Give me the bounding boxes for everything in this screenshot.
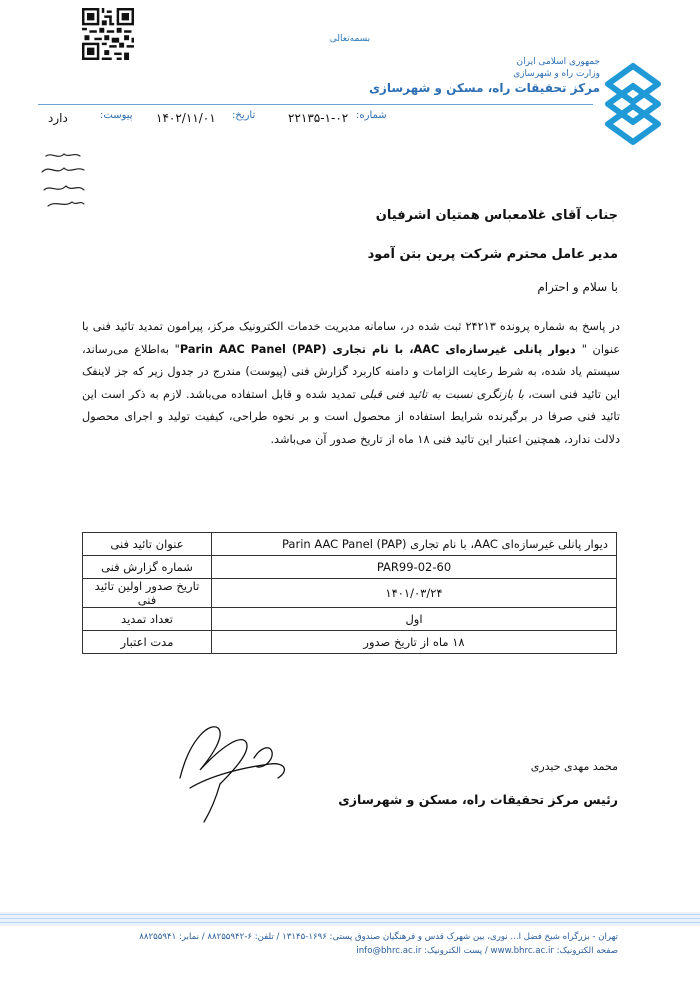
footer-address: تهران - بزرگراه شیخ فضل ا... نوری، بین شهرک قدس و فرهنگیان صندوق پستی: ۱۶۹۶-۱۳۱۴۵ / تلفن: ۶-۸۸۲۵۵۹۴۲ / نمابر: ۸۸۲۵۵۹۴۱ — [139, 932, 618, 942]
besmellah-text: بسمه‌تعالی — [329, 34, 371, 44]
table-row — [83, 579, 617, 608]
table-row — [83, 631, 617, 654]
organization-header — [340, 56, 600, 96]
table-cell-key: مدت اعتبار — [83, 631, 212, 654]
footer-decoration — [0, 912, 700, 926]
table-cell-key: تاریخ صدور اولین تائید فنی — [83, 579, 212, 608]
org-ministry: وزارت راه و شهرسازی — [513, 69, 600, 79]
recipient-title: مدیر عامل محترم شرکت پرین بتن آمود — [367, 247, 618, 262]
table-cell-value: اول — [212, 608, 617, 631]
body-part-2: " به‌اطلاع می‌رساند، سیستم یاد شده، به شرط رعایت الزامات و دامنه کاربرد گزارش فنی (پیوست) مندرج در جدول زیر که جز لاینفک این تائید فنی است، — [82, 342, 620, 401]
table-cell-value: ۱۴۰۱/۰۳/۲۴ — [212, 579, 617, 608]
footer-web: صفحه الکترونیک: www.bhrc.ac.ir / پست الکترونیک: info@bhrc.ac.ir — [356, 946, 618, 956]
bhrc-logo-icon — [600, 62, 666, 146]
header-divider — [38, 104, 593, 105]
number-label: شماره: — [356, 110, 387, 121]
date-label: تاریخ: — [232, 110, 256, 121]
table-cell-key: عنوان تائید فنی — [83, 533, 212, 556]
attachment-label: پیوست: — [100, 110, 133, 121]
letter-body — [82, 316, 620, 451]
table-cell-value: دیوار پانلی غیرسازه‌ای AAC، با نام تجاری Parin AAC Panel (PAP) — [212, 533, 617, 556]
org-name: مرکز تحقیقات راه، مسکن و شهرسازی — [368, 81, 600, 95]
table-cell-key: شماره گزارش فنی — [83, 556, 212, 579]
signer-name: محمد مهدی حیدری — [530, 760, 618, 773]
signer-title: رئیس مرکز تحقیقات راه، مسکن و شهرسازی — [338, 792, 618, 807]
signature-icon — [160, 718, 300, 828]
body-part-3: تمدید شده و قابل استفاده می‌باشد. لازم به ذکر است این تائید فنی صرفا در برگیرنده شرایط استفاده از محصول است و بر نحوه طراحی، کیفیت تولید و اجرای محصول دلالت ندارد، همچنین اعتبار این تائید فنی ۱۸ ماه از تاریخ صدور آن می‌باشد. — [82, 387, 620, 446]
table-row — [83, 608, 617, 631]
recipient-name: جناب آقای غلامعباس همتیان اشرفیان — [375, 208, 618, 223]
org-country: جمهوری اسلامی ایران — [516, 57, 600, 67]
approval-info-table — [82, 532, 617, 654]
table-row — [83, 533, 617, 556]
table-cell-key: تعداد تمدید — [83, 608, 212, 631]
revision-note-italic: با بازنگری نسبت به تائید فنی قبلی — [359, 387, 524, 401]
qr-code-icon — [82, 8, 134, 60]
footer-contact — [78, 930, 618, 958]
date-value: ۱۴۰۲/۱۱/۰۱ — [156, 111, 216, 125]
table-cell-value: 02-60-PAR99 — [212, 556, 617, 579]
attachment-value: دارد — [48, 111, 68, 125]
number-value: ۲۲۱۳۵-۱-۰۲ — [288, 111, 349, 125]
table-cell-value: ۱۸ ماه از تاریخ صدور — [212, 631, 617, 654]
product-title-bold: دیوار پانلی غیرسازه‌ای AAC، با نام تجاری Parin AAC Panel (PAP) — [179, 342, 582, 356]
greeting: با سلام و احترام — [537, 280, 618, 294]
table-row — [83, 556, 617, 579]
body-part-1: در پاسخ به شماره پرونده ۲۴۲۱۳ ثبت شده در، سامانه مدیریت خدمات الکترونیک مرکز، پیرامون تمدید تائید فنی با عنوان " — [82, 320, 620, 356]
handwritten-note-icon — [38, 150, 88, 212]
